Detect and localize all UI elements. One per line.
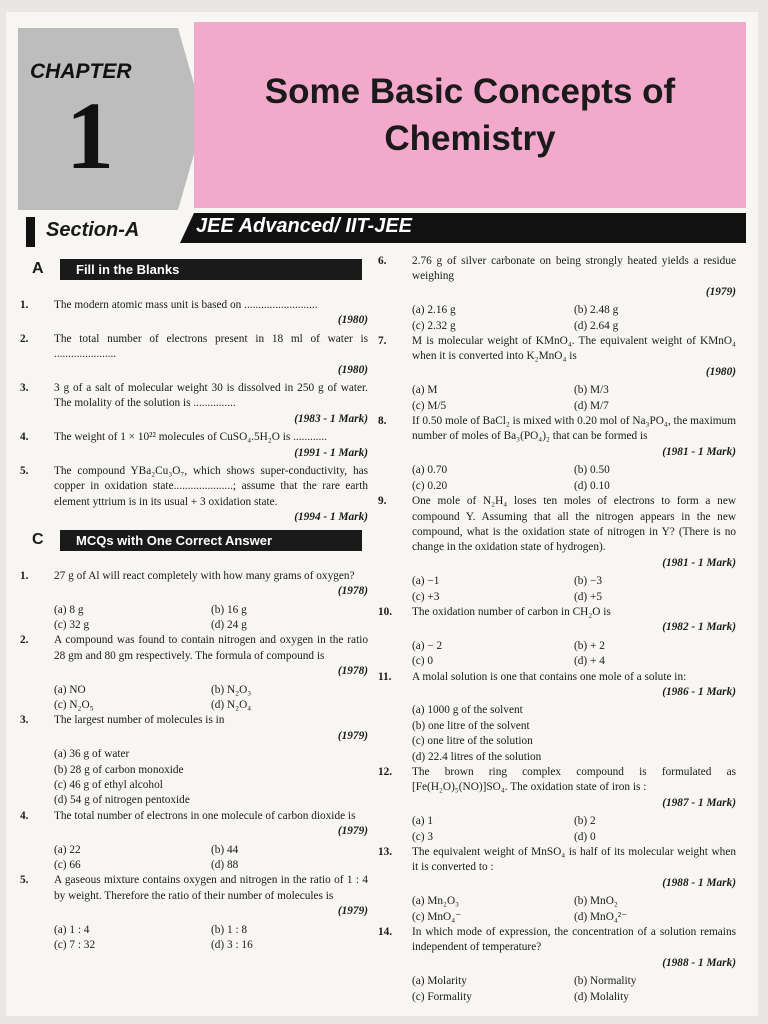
question-item	[20, 332, 368, 378]
question-number: 12.	[378, 766, 393, 778]
mcq-letter: C	[32, 531, 44, 548]
question-item	[378, 254, 736, 300]
question-stem: 27 g of Al will react completely with how many grams of oxygen?	[54, 569, 355, 582]
question-item	[378, 414, 736, 460]
question-year: (1986 - 1 Mark)	[662, 685, 736, 698]
question-text	[412, 670, 736, 701]
question-number: 10.	[378, 605, 393, 618]
answer-option: (d) N₂O₄	[211, 698, 252, 711]
question-item	[378, 670, 736, 701]
question-item	[20, 873, 368, 919]
question-item	[20, 298, 368, 329]
answer-option: (a) 8 g	[54, 603, 84, 616]
answer-option: (b) 28 g of carbon monoxide	[54, 763, 184, 776]
answer-option: (a) 36 g of water	[54, 748, 130, 761]
answer-option: (b) 0.50	[574, 464, 610, 477]
question-year: (1994 - 1 Mark)	[294, 511, 368, 524]
question-text	[412, 765, 736, 811]
options-grid	[378, 574, 736, 605]
question-text	[54, 332, 368, 378]
question-stem: 2.76 g of silver carbonate on being strongly heated yields a residue weighing	[412, 255, 736, 283]
question-year: (1979)	[337, 905, 368, 918]
options-grid	[20, 747, 368, 809]
question-number: 11.	[378, 670, 392, 683]
options-grid	[20, 683, 368, 714]
question-stem: The modern atomic mass unit is based on ..........................	[54, 299, 318, 311]
question-text	[54, 464, 368, 526]
question-text	[54, 873, 368, 919]
options-grid	[20, 843, 368, 874]
question-stem: The oxidation number of carbon in CH₂O is	[412, 605, 611, 618]
options-grid	[378, 974, 736, 1005]
fill-blanks-header: Fill in the Blanks	[60, 259, 362, 280]
question-year: (1981 - 1 Mark)	[662, 445, 736, 458]
question-text	[412, 254, 736, 300]
answer-option: (b) MnO₂	[574, 895, 618, 908]
options-grid	[20, 603, 368, 634]
left-column	[20, 298, 368, 953]
question-item	[20, 464, 368, 526]
answer-option: (b) + 2	[574, 639, 605, 652]
options-grid	[378, 639, 736, 670]
answer-option: (d) MnO₄²⁻	[574, 910, 628, 923]
question-year: (1988 - 1 Mark)	[662, 876, 736, 889]
question-item	[20, 381, 368, 427]
question-year: (1979)	[337, 729, 368, 742]
question-number: 6.	[378, 255, 387, 267]
answer-option: (d) + 4	[574, 655, 605, 668]
answer-option: (a) 22	[54, 843, 81, 856]
question-stem: The weight of 1 × 10²² molecules of CuSO₄.5H₂O is ............	[54, 431, 327, 444]
answer-option: (c) M/5	[412, 399, 447, 412]
question-item	[20, 713, 368, 744]
chapter-label: CHAPTER	[30, 60, 132, 83]
question-number: 5.	[20, 874, 29, 887]
question-text	[412, 334, 736, 380]
question-item	[20, 633, 368, 679]
answer-option: (c) 66	[54, 859, 81, 871]
question-number: 1.	[20, 299, 29, 311]
answer-option: (a) 1 : 4	[54, 923, 90, 936]
answer-option: (a) NO	[54, 683, 86, 696]
answer-option: (d) M/7	[574, 399, 609, 412]
answer-option: (b) N₂O₃	[211, 683, 252, 696]
question-text	[54, 633, 368, 679]
question-stem: A gaseous mixture contains oxygen and nitrogen in the ratio of 1 : 4 by weight. Therefore the ratio of their number of molecules is	[54, 874, 368, 902]
question-year: (1988 - 1 Mark)	[662, 956, 736, 969]
section-label: Section-A	[46, 219, 140, 241]
question-stem: The largest number of molecules is in	[54, 714, 225, 727]
options-grid	[378, 814, 736, 845]
answer-option: (b) −3	[574, 575, 603, 588]
question-year: (1979)	[705, 285, 736, 298]
question-item	[20, 809, 368, 840]
options-grid	[378, 703, 736, 765]
question-number: 3.	[20, 382, 29, 395]
question-stem: In which mode of expression, the concentration of a solution remains independent of temperature?	[412, 926, 736, 954]
question-stem: M is molecular weight of KMnO₄. The equivalent weight of KMnO₄ when it is converted into K₂MnO₄ is	[412, 335, 736, 363]
mcq-list-right	[378, 254, 736, 1005]
question-number: 2.	[20, 332, 29, 345]
question-number: 13.	[378, 846, 393, 859]
answer-option: (d) 2.64 g	[574, 319, 619, 332]
question-year: (1978)	[337, 665, 368, 678]
question-number: 2.	[20, 634, 29, 647]
question-item	[378, 925, 736, 971]
answer-option: (d) 24 g	[211, 618, 247, 631]
answer-option: (d) Molality	[574, 990, 629, 1003]
section-marker	[26, 217, 35, 247]
answer-option: (c) 32 g	[54, 618, 90, 631]
question-stem: The total number of electrons in one molecule of carbon dioxide is	[54, 809, 356, 822]
question-item	[378, 494, 736, 571]
chapter-title: Some Basic Concepts of Chemistry	[264, 72, 676, 158]
answer-option: (a) 1	[412, 815, 434, 828]
mcq-list-left	[20, 569, 368, 954]
question-stem: The total number of electrons present in 18 ml of water is ......................	[54, 332, 368, 361]
question-stem: One mole of N₂H₄ loses ten moles of electrons to form a new compound Y. Assuming that all the nitrogen appears in the new compound, what is the oxidation state of nitrogen in Y? (There is no change in the oxidation state of hydrogen).	[412, 495, 736, 554]
answer-option: (b) 2	[574, 815, 596, 828]
fill-blanks-list	[20, 298, 368, 526]
question-text	[412, 925, 736, 971]
question-item	[378, 765, 736, 811]
answer-option: (c) Formality	[412, 990, 472, 1003]
question-year: (1983 - 1 Mark)	[294, 412, 368, 425]
question-number: 5.	[20, 465, 29, 478]
question-stem: A molal solution is one that contains one mole of a solute in:	[412, 670, 687, 683]
right-column	[378, 254, 736, 1005]
question-text	[412, 605, 736, 636]
answer-option: (c) 0.20	[412, 479, 448, 492]
answer-option: (b) 44	[211, 843, 239, 856]
options-grid	[378, 894, 736, 925]
answer-option: (c) 2.32 g	[412, 319, 456, 332]
question-year: (1982 - 1 Mark)	[662, 621, 736, 634]
question-text	[412, 494, 736, 571]
question-number: 4.	[20, 431, 29, 444]
answer-option: (a) 2.16 g	[412, 304, 456, 317]
answer-option: (b) 16 g	[211, 603, 247, 616]
answer-option: (a) Molarity	[412, 975, 467, 988]
question-number: 3.	[20, 714, 29, 727]
answer-option: (d) 54 g of nitrogen pentoxide	[54, 794, 190, 807]
answer-option: (d) 88	[211, 859, 239, 871]
answer-option: (c) MnO₄⁻	[412, 910, 462, 923]
question-year: (1981 - 1 Mark)	[662, 556, 736, 569]
question-number: 8.	[378, 415, 387, 428]
question-stem: The brown ring complex compound is formulated as [Fe(H₂O)₅(NO)]SO₄. The oxidation state of iron is :	[412, 766, 736, 794]
answer-option: (a) M	[412, 384, 438, 397]
question-year: (1979)	[337, 825, 368, 838]
answer-option: (d) 3 : 16	[211, 939, 253, 952]
question-item	[378, 605, 736, 636]
section-title: JEE Advanced/ IIT-JEE	[196, 215, 413, 237]
question-text	[54, 569, 368, 600]
question-item	[20, 430, 368, 461]
question-text	[54, 430, 368, 461]
answer-option: (a) − 2	[412, 639, 443, 652]
fill-blanks-letter: A	[32, 260, 44, 277]
question-year: (1980)	[337, 314, 368, 327]
question-stem: 3 g of a salt of molecular weight 30 is dissolved in 250 g of water. The molality of the solution is ...............	[54, 382, 368, 410]
question-number: 7.	[378, 335, 387, 348]
question-text	[412, 845, 736, 891]
answer-option: (a) 0.70	[412, 464, 448, 477]
page	[6, 12, 758, 1016]
options-grid	[378, 463, 736, 494]
question-number: 9.	[378, 495, 387, 508]
options-grid	[378, 303, 736, 334]
answer-option: (b) M/3	[574, 384, 609, 397]
answer-option: (d) 0	[574, 830, 596, 843]
options-grid	[20, 923, 368, 954]
answer-option: (c) one litre of the solution	[412, 735, 533, 748]
question-year: (1980)	[705, 365, 736, 378]
question-text	[412, 414, 736, 460]
answer-option: (d) 0.10	[574, 479, 610, 492]
question-stem: If 0.50 mole of BaCl₂ is mixed with 0.20 mol of Na₃PO₄, the maximum number of moles of Ba₃(PO₄)₂ that can be formed is	[412, 415, 736, 443]
question-text	[54, 809, 368, 840]
question-year: (1991 - 1 Mark)	[294, 446, 368, 459]
answer-option: (b) 1 : 8	[211, 923, 248, 936]
answer-option: (c) 7 : 32	[54, 939, 96, 952]
answer-option: (c) 3	[412, 830, 434, 843]
answer-option: (d) 22.4 litres of the solution	[412, 750, 542, 763]
question-text	[54, 713, 368, 744]
question-item	[378, 334, 736, 380]
question-item	[378, 845, 736, 891]
answer-option: (b) 2.48 g	[574, 304, 619, 317]
options-grid	[378, 383, 736, 414]
question-text	[54, 298, 368, 329]
chapter-number: 1	[66, 82, 114, 189]
question-stem: The equivalent weight of MnSO₄ is half of its molecular weight when it is converted to :	[412, 846, 736, 874]
question-year: (1987 - 1 Mark)	[662, 796, 736, 809]
answer-option: (c) +3	[412, 590, 440, 603]
question-number: 4.	[20, 809, 29, 822]
answer-option: (a) −1	[412, 575, 440, 588]
question-stem: The compound YBa₂Cu₃O₇, which shows super-conductivity, has copper in oxidation state.....................; assume that the rare earth element yttrium is in its usual + 3 oxidation state.	[54, 465, 368, 508]
question-number: 14.	[378, 926, 393, 939]
question-item	[20, 569, 368, 600]
answer-option: (b) one litre of the solvent	[412, 719, 530, 732]
answer-option: (a) Mn₂O₃	[412, 895, 460, 908]
answer-option: (c) N₂O₅	[54, 698, 94, 711]
question-number: 1.	[20, 569, 29, 582]
answer-option: (b) Normality	[574, 975, 637, 988]
question-year: (1980)	[337, 363, 368, 376]
mcq-header: MCQs with One Correct Answer	[60, 530, 362, 551]
question-text	[54, 381, 368, 427]
chapter-title-box	[194, 22, 746, 208]
question-year: (1978)	[337, 585, 368, 598]
answer-option: (d) +5	[574, 590, 603, 603]
answer-option: (c) 46 g of ethyl alcohol	[54, 778, 163, 791]
answer-option: (c) 0	[412, 655, 434, 668]
question-stem: A compound was found to contain nitrogen and oxygen in the ratio 28 gm and 80 gm respectively. The formula of compound is	[54, 634, 368, 662]
answer-option: (a) 1000 g of the solvent	[412, 704, 523, 717]
